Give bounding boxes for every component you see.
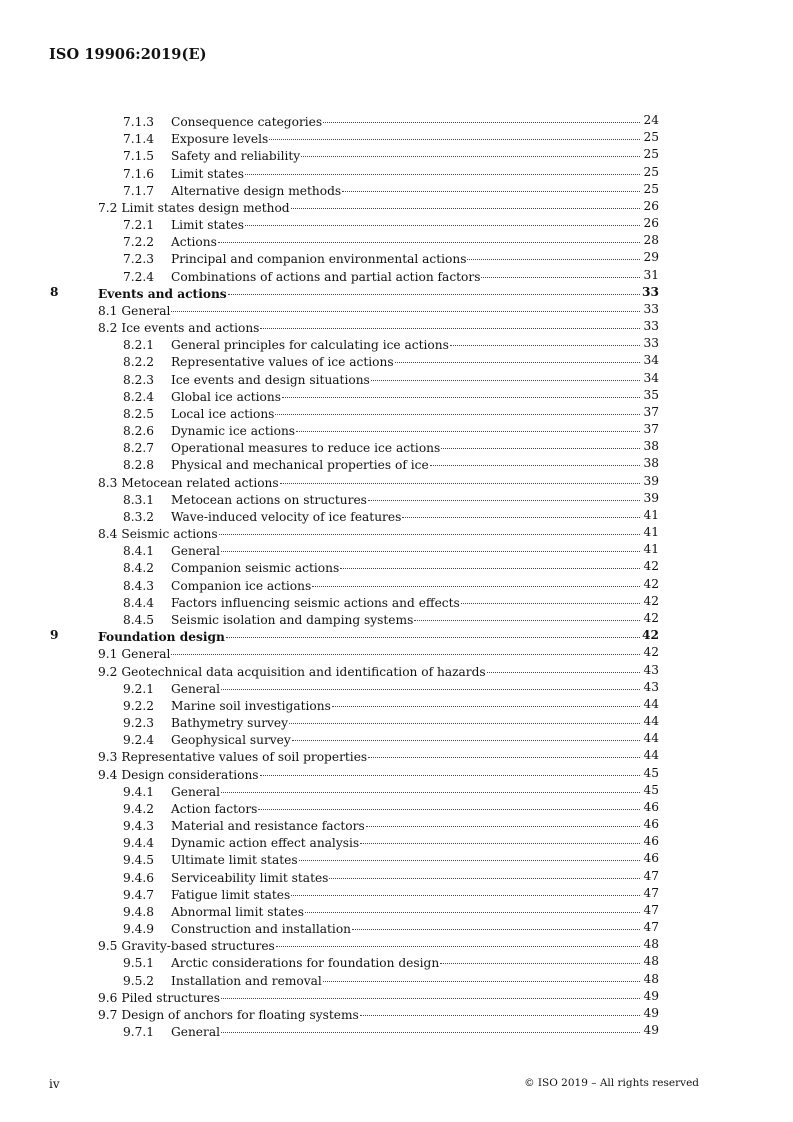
dot-leader	[296, 418, 640, 432]
toc-page-number: 47	[643, 885, 659, 900]
toc-title: Representative values of ice actions	[171, 355, 394, 370]
toc-title: Geophysical survey	[171, 733, 291, 748]
toc-page-number: 42	[643, 645, 659, 660]
toc-page-number: 49	[643, 988, 659, 1003]
toc-page-number: 38	[643, 456, 659, 471]
toc-title: General	[171, 544, 220, 559]
toc-page-number: 26	[643, 216, 659, 231]
toc-title: Local ice actions	[171, 406, 275, 421]
toc-title: Alternative design methods	[171, 183, 342, 198]
toc-section-number: 9.4.7	[123, 887, 155, 902]
dot-leader	[171, 641, 640, 655]
toc-title: Limit states	[171, 166, 245, 181]
toc-page-number: 41	[643, 542, 659, 557]
toc-title: Limit states design method	[121, 200, 290, 215]
toc-title: Exposure levels	[171, 132, 269, 147]
toc-page-number: 33	[642, 284, 659, 299]
document-id-header: ISO 19906:2019(E)	[49, 46, 207, 63]
toc-page-number: 44	[643, 696, 659, 711]
dot-leader	[218, 229, 640, 243]
toc-page-number: 33	[643, 336, 659, 351]
toc-section-number: 9.4.3	[123, 819, 155, 834]
toc-section-number: 9.1	[98, 647, 118, 662]
toc-page-number: 47	[643, 920, 659, 935]
dot-leader	[440, 950, 640, 964]
dot-leader	[221, 676, 640, 690]
toc-section-number: 7.2.4	[123, 269, 155, 284]
toc-page-number: 41	[643, 507, 659, 522]
dot-leader	[221, 1019, 640, 1033]
toc-title: Consequence categories	[171, 115, 323, 129]
toc-title: Operational measures to reduce ice actions	[171, 441, 441, 456]
toc-section-number: 8.2.7	[123, 441, 155, 456]
toc-title: Construction and installation	[171, 922, 352, 937]
toc-page-number: 38	[643, 439, 659, 454]
toc-page-number: 37	[643, 422, 659, 437]
toc-title: Geotechnical data acquisition and identification of hazards	[121, 664, 486, 679]
toc-section-number: 9.2.3	[123, 716, 155, 731]
toc-entry[interactable]	[0, 249, 793, 266]
toc-title: General	[171, 784, 220, 799]
dot-leader	[260, 762, 640, 776]
toc-title: Events and actions	[98, 286, 227, 301]
toc-page-number: 28	[643, 233, 659, 248]
toc-title: General	[171, 681, 220, 696]
toc-section-number: 9.3	[98, 750, 118, 765]
toc-section-number: 8.2.3	[123, 372, 155, 387]
toc-page-number: 42	[643, 593, 659, 608]
dot-leader	[332, 693, 640, 707]
dot-leader	[301, 143, 640, 157]
dot-leader	[245, 212, 640, 226]
dot-leader	[221, 538, 640, 552]
toc-section-number: 8.1	[98, 303, 118, 318]
dot-leader	[461, 590, 640, 604]
toc-section-number: 8.4.2	[123, 561, 155, 576]
toc-page-number: 29	[643, 250, 659, 265]
toc-section-number: 8.4.3	[123, 578, 155, 593]
dot-leader	[245, 161, 640, 175]
toc-page-number: 42	[643, 576, 659, 591]
dot-leader	[402, 504, 640, 518]
toc-page-number: 34	[643, 370, 659, 385]
toc-entry[interactable]	[0, 318, 793, 335]
toc-section-number: 9.7	[98, 1007, 118, 1022]
toc-page-number: 39	[643, 490, 659, 505]
toc-section-number: 9.2.4	[123, 733, 155, 748]
toc-section-number: 9.5.1	[123, 956, 155, 971]
toc-title: Ice events and actions	[121, 321, 260, 336]
toc-section-number: 7.2.1	[123, 218, 155, 233]
toc-page-number: 33	[643, 301, 659, 316]
toc-section-number: 8.2.6	[123, 424, 155, 439]
toc-page-number: 48	[643, 954, 659, 969]
dot-leader	[269, 126, 640, 140]
dot-leader	[289, 710, 640, 724]
toc-page-number: 49	[643, 1023, 659, 1038]
toc-entry[interactable]	[0, 576, 793, 593]
dot-leader	[312, 573, 640, 587]
toc-title: General	[121, 647, 171, 662]
toc-page-number: 47	[643, 902, 659, 917]
dot-leader	[371, 367, 640, 381]
toc-page-number: 34	[643, 353, 659, 368]
toc-section-number: 8.4.4	[123, 595, 155, 610]
toc-section-number: 9.5	[98, 939, 118, 954]
dot-leader	[228, 281, 640, 295]
toc-title: Marine soil investigations	[171, 698, 331, 713]
dot-leader	[292, 727, 640, 741]
toc-section-number: 7.2.3	[123, 252, 155, 267]
dot-leader	[305, 899, 640, 913]
dot-leader	[299, 847, 640, 861]
toc-title: General	[121, 303, 171, 318]
toc-entry[interactable]	[0, 438, 793, 455]
toc-title: Bathymetry survey	[171, 716, 289, 731]
toc-page-number: 45	[643, 765, 659, 780]
toc-section-number: 8.4.5	[123, 612, 155, 627]
toc-page-number: 24	[643, 113, 659, 127]
toc-section-number: 7.1.6	[123, 166, 155, 181]
toc-section-number: 8.4.1	[123, 544, 155, 559]
toc-page-number: 43	[643, 679, 659, 694]
dot-leader	[342, 178, 640, 192]
toc-page-number: 47	[643, 868, 659, 883]
toc-page-number: 25	[643, 147, 659, 162]
toc-page-number: 42	[643, 610, 659, 625]
toc-section-number: 8.2.5	[123, 406, 155, 421]
toc-page-number: 44	[643, 731, 659, 746]
dot-leader	[430, 452, 640, 466]
toc-section-number: 9.4.8	[123, 904, 155, 919]
toc-page-number: 42	[642, 628, 659, 643]
dot-leader	[282, 384, 640, 398]
toc-title: Fatigue limit states	[171, 887, 291, 902]
toc-section-number: 9.4.6	[123, 870, 155, 885]
toc-title: Metocean actions on structures	[171, 492, 367, 507]
dot-leader	[481, 264, 640, 278]
toc-title: Companion seismic actions	[171, 561, 340, 576]
dot-leader	[291, 195, 640, 209]
table-of-contents	[0, 112, 793, 1039]
toc-title: Global ice actions	[171, 389, 281, 404]
toc-title: Material and resistance factors	[171, 819, 365, 834]
toc-title: Piled structures	[121, 990, 220, 1005]
toc-title: Companion ice actions	[171, 578, 312, 593]
toc-page-number: 33	[643, 319, 659, 334]
toc-page-number: 42	[643, 559, 659, 574]
toc-section-number: 9.2.1	[123, 681, 155, 696]
toc-page-number: 45	[643, 782, 659, 797]
dot-leader	[366, 813, 640, 827]
toc-page-number: 25	[643, 164, 659, 179]
toc-section-number: 8.3.1	[123, 492, 155, 507]
toc-page-number: 48	[643, 937, 659, 952]
dot-leader	[171, 298, 640, 312]
dot-leader	[219, 521, 640, 535]
toc-page-number: 43	[643, 662, 659, 677]
toc-title: Abnormal limit states	[171, 904, 305, 919]
dot-leader	[368, 487, 640, 501]
toc-title: Factors influencing seismic actions and effects	[171, 595, 460, 610]
toc-section-number: 7.1.3	[123, 115, 155, 129]
dot-leader	[368, 744, 640, 758]
toc-section-number: 9.4.9	[123, 922, 155, 937]
toc-page-number: 46	[643, 851, 659, 866]
toc-entry[interactable]	[0, 936, 793, 953]
toc-section-number: 8.2	[98, 321, 118, 336]
dot-leader	[450, 332, 640, 346]
toc-page-number: 25	[643, 130, 659, 145]
toc-section-number: 8.2.4	[123, 389, 155, 404]
dot-leader	[323, 109, 640, 123]
toc-section-number: 8.2.2	[123, 355, 155, 370]
toc-page-number: 46	[643, 817, 659, 832]
toc-section-number: 8.2.8	[123, 458, 155, 473]
toc-section-number: 9.4	[98, 767, 118, 782]
dot-leader	[291, 882, 640, 896]
toc-section-number: 8.2.1	[123, 338, 155, 353]
toc-page-number: 35	[643, 387, 659, 402]
toc-title: Seismic actions	[121, 527, 218, 542]
dot-leader	[221, 779, 640, 793]
toc-page-number: 37	[643, 404, 659, 419]
toc-entry[interactable]	[0, 490, 793, 507]
toc-title: Foundation design	[98, 630, 225, 645]
dot-leader	[467, 246, 640, 260]
toc-title: Ultimate limit states	[171, 853, 298, 868]
toc-title: Combinations of actions and partial action factors	[171, 269, 481, 284]
toc-page-number: 44	[643, 748, 659, 763]
toc-entry[interactable]	[0, 644, 793, 661]
dot-leader	[441, 435, 640, 449]
toc-chapter-number: 9	[50, 628, 59, 643]
toc-section-number: 9.2	[98, 664, 118, 679]
toc-page-number: 46	[643, 799, 659, 814]
toc-page-number: 49	[643, 1005, 659, 1020]
toc-section-number: 7.2.2	[123, 235, 155, 250]
toc-title: Dynamic action effect analysis	[171, 836, 360, 851]
toc-page-number: 26	[643, 198, 659, 213]
toc-title: Serviceability limit states	[171, 870, 329, 885]
toc-title: Arctic considerations for foundation design	[171, 956, 440, 971]
dot-leader	[395, 349, 640, 363]
toc-section-number: 7.1.4	[123, 132, 155, 147]
dot-leader	[258, 796, 640, 810]
toc-entry[interactable]	[0, 593, 793, 610]
toc-title: Physical and mechanical properties of ice	[171, 458, 429, 473]
toc-entry[interactable]	[0, 232, 793, 249]
toc-section-number: 7.1.5	[123, 149, 155, 164]
toc-section-number: 7.1.7	[123, 183, 155, 198]
toc-section-number: 8.3	[98, 475, 118, 490]
dot-leader	[360, 830, 640, 844]
toc-section-number: 9.7.1	[123, 1025, 155, 1040]
toc-title: Design of anchors for floating systems	[121, 1007, 359, 1022]
dot-leader	[275, 401, 640, 415]
toc-page-number: 44	[643, 714, 659, 729]
toc-chapter-number: 8	[50, 284, 59, 299]
dot-leader	[360, 1002, 640, 1016]
copyright-notice: © ISO 2019 – All rights reserved	[524, 1077, 699, 1089]
toc-title: Ice events and design situations	[171, 372, 370, 387]
toc-title: General	[171, 1025, 220, 1040]
dot-leader	[280, 470, 640, 484]
dot-leader	[276, 933, 640, 947]
toc-section-number: 9.6	[98, 990, 118, 1005]
toc-page-number: 31	[643, 267, 659, 282]
toc-title: Dynamic ice actions	[171, 424, 296, 439]
toc-section-number: 9.4.4	[123, 836, 155, 851]
dot-leader	[323, 968, 640, 982]
dot-leader	[414, 607, 640, 621]
toc-title: Wave-induced velocity of ice features	[171, 509, 402, 524]
toc-title: Principal and companion environmental actions	[171, 252, 467, 267]
toc-page-number: 25	[643, 181, 659, 196]
toc-section-number: 9.4.2	[123, 801, 155, 816]
toc-page-number: 46	[643, 834, 659, 849]
toc-title: Installation and removal	[171, 973, 322, 988]
toc-section-number: 7.2	[98, 200, 118, 215]
toc-title: Metocean related actions	[121, 475, 279, 490]
toc-page-number: 48	[643, 971, 659, 986]
toc-title: Action factors	[171, 801, 258, 816]
toc-title: Seismic isolation and damping systems	[171, 612, 414, 627]
dot-leader	[221, 985, 640, 999]
toc-section-number: 9.4.5	[123, 853, 155, 868]
dot-leader	[329, 865, 640, 879]
toc-title: Gravity-based structures	[121, 939, 275, 954]
toc-title: Design considerations	[121, 767, 259, 782]
page-number: iv	[49, 1077, 60, 1091]
toc-title: Representative values of soil properties	[121, 750, 368, 765]
dot-leader	[340, 555, 640, 569]
dot-leader	[260, 315, 640, 329]
toc-title: Safety and reliability	[171, 149, 301, 164]
toc-section-number: 8.3.2	[123, 509, 155, 524]
toc-section-number: 9.2.2	[123, 698, 155, 713]
toc-title: Limit states	[171, 218, 245, 233]
toc-section-number: 9.5.2	[123, 973, 155, 988]
dot-leader	[352, 916, 640, 930]
toc-entry[interactable]	[0, 421, 793, 438]
toc-page-number: 39	[643, 473, 659, 488]
toc-section-number: 9.4.1	[123, 784, 155, 799]
toc-title: General principles for calculating ice actions	[171, 338, 449, 353]
dot-leader	[226, 624, 640, 638]
toc-section-number: 8.4	[98, 527, 118, 542]
toc-title: Actions	[171, 235, 217, 250]
toc-page-number: 41	[643, 525, 659, 540]
toc-entry[interactable]	[0, 1022, 793, 1039]
dot-leader	[487, 659, 640, 673]
